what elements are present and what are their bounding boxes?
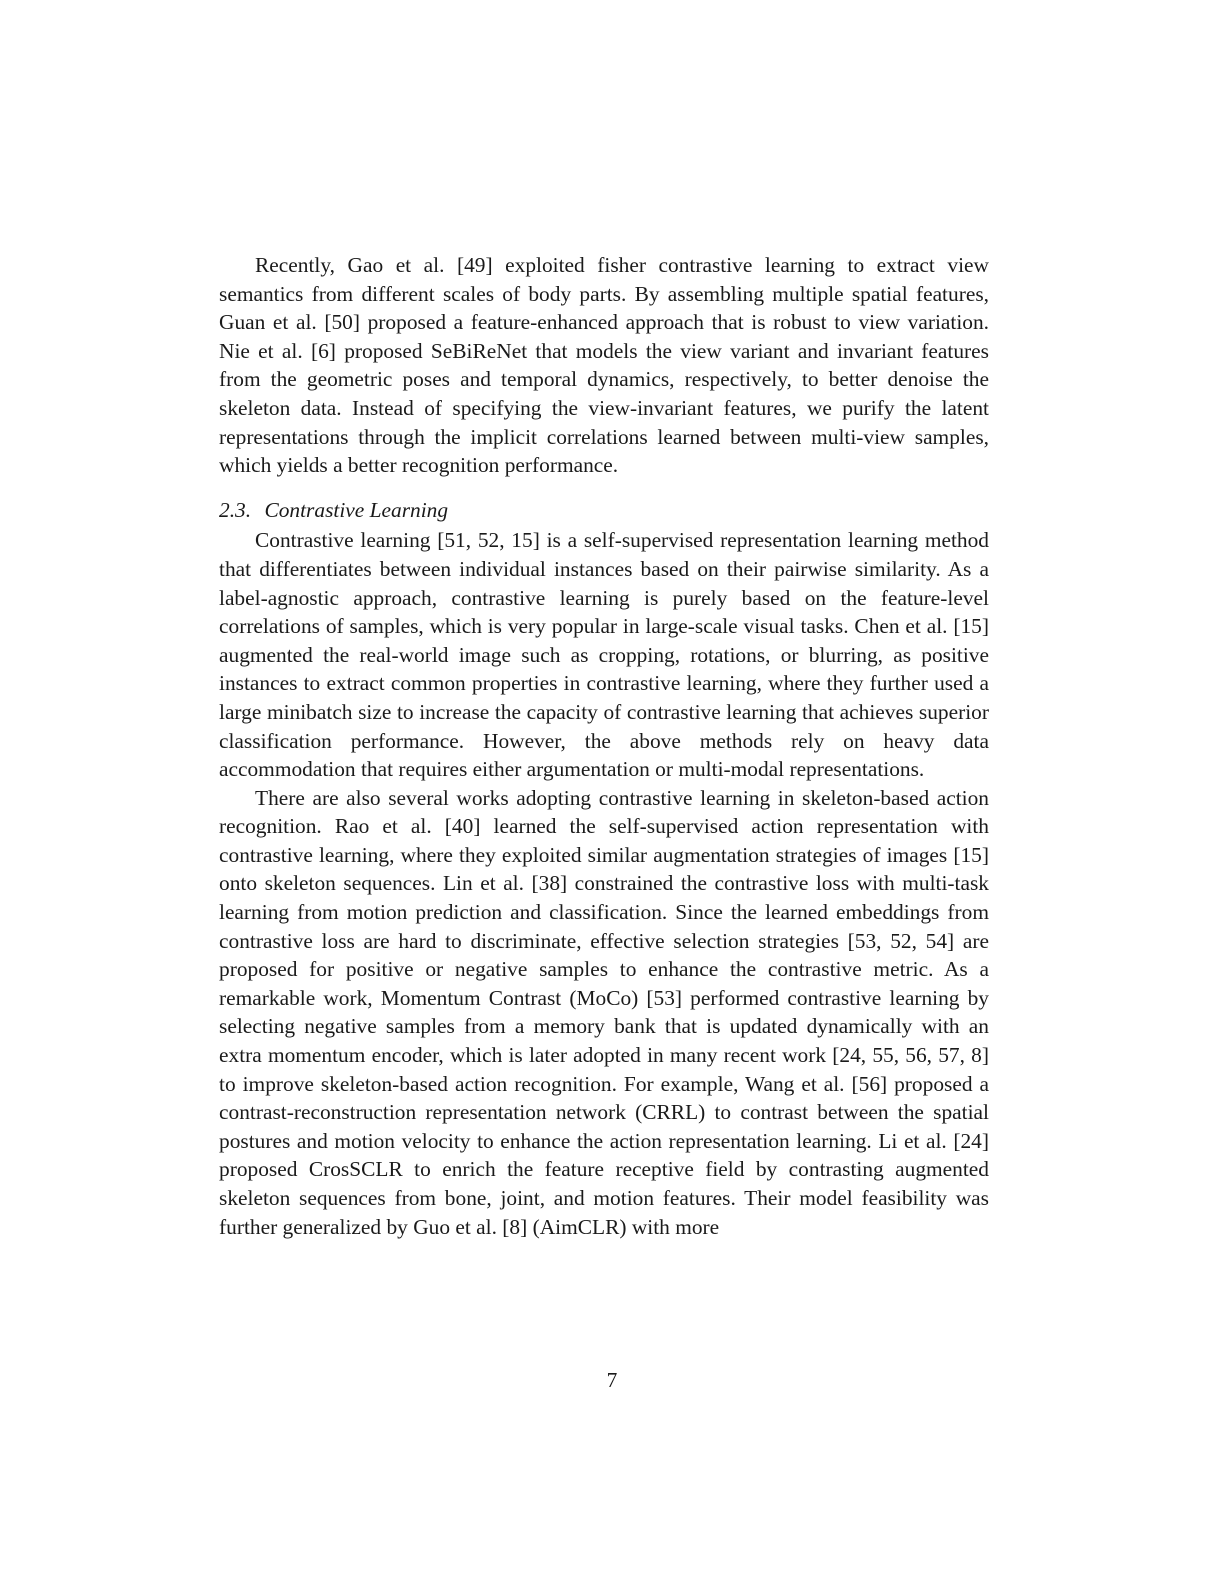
paragraph-contrastive-intro: Contrastive learning [51, 52, 15] is a self-supervised representation learning method that differentiates between individual instances based on their pairwise similarity. As a label-agnostic approach, contrastive learning is purely based on the feature-level correlations of samples, which is very popular in large-scale visual tasks. Chen et al. [15] augmented the real-world image such as cropping, rotations, or blurring, as positive instances to extract common properties in contrastive learning, where they further used a large minibatch size to increase the capacity of contrastive learning that achieves superior classification performance. However, the above methods rely on heavy data accommodation that requires either argumentation or multi-modal representations. [219, 528, 989, 782]
section-heading [219, 496, 989, 525]
section-number: 2.3. [219, 497, 252, 522]
section-title: Contrastive Learning [264, 497, 449, 522]
paragraph-view-invariant: Recently, Gao et al. [49] exploited fisher contrastive learning to extract view semantics from different scales of body parts. By assembling multiple spatial features, Guan et al. [50] proposed a feature-enhanced approach that is robust to view variation. Nie et al. [6] proposed SeBiReNet that models the view variant and invariant features from the geometric poses and temporal dynamics, respectively, to better denoise the skeleton data. Instead of specifying the view-invariant features, we purify the latent representations through the implicit correlations learned between multi-view samples, which yields a better recognition performance. [219, 253, 989, 478]
page-body [219, 251, 989, 1241]
page-number: 7 [606, 1368, 618, 1392]
paragraph-contrastive-skeleton: There are also several works adopting contrastive learning in skeleton-based action recognition. Rao et al. [40] learned the self-supervised action representation with contrastive learning, where they exploited similar augmentation strategies of images [15] onto skeleton sequences. Lin et al. [38] constrained the contrastive loss with multi-task learning from motion prediction and classification. Since the learned embeddings from contrastive loss are hard to discriminate, effective selection strategies [53, 52, 54] are proposed for positive or negative samples to enhance the contrastive metric. As a remarkable work, Momentum Contrast (MoCo) [53] performed contrastive learning by selecting negative samples from a memory bank that is updated dynamically with an extra momentum encoder, which is later adopted in many recent work [24, 55, 56, 57, 8] to improve skeleton-based action recognition. For example, Wang et al. [56] proposed a contrast-reconstruction representation network (CRRL) to contrast between the spatial postures and motion velocity to enhance the action representation learning. Li et al. [24] proposed CrosSCLR to enrich the feature receptive field by contrasting augmented skeleton sequences from bone, joint, and motion features. Their model feasibility was further generalized by Guo et al. [8] (AimCLR) with more [219, 785, 989, 1239]
